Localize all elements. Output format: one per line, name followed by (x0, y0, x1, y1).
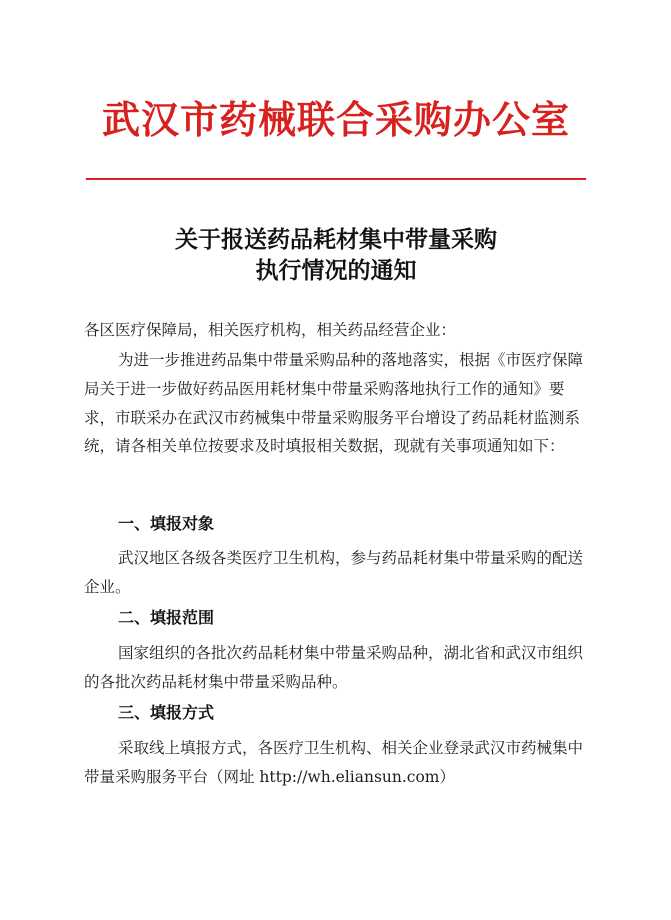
section-heading-2: 二、填报范围 (118, 608, 215, 627)
salutation: 各区医疗保障局，相关医疗机构，相关药品经营企业： (84, 321, 457, 339)
section-heading-1: 一、填报对象 (118, 514, 215, 533)
notice-title-line-2: 执行情况的通知 (255, 257, 417, 284)
letterhead-red-rule (86, 178, 586, 180)
notice-title (96, 224, 576, 286)
section-text-1: 武汉地区各级各类医疗卫生机构，参与药品耗材集中带量采购的配送企业。 (84, 549, 584, 596)
section-text-3: 采取线上填报方式，各医疗卫生机构、相关企业登录武汉市药械集中带量采购服务平台（网址 http://wh.eliansun.com） (84, 739, 584, 786)
section-text-2: 国家组织的各批次药品耗材集中带量采购品种，湖北省和武汉市组织的各批次药品耗材集中带量采购品种。 (84, 644, 584, 691)
intro-paragraph: 为进一步推进药品集中带量采购品种的落地落实，根据《市医疗保障局关于进一步做好药品医用耗材集中带量采购落地执行工作的通知》要求，市联采办在武汉市药械集中带量采购服务平台增设了药品耗材监测系统，请各相关单位按要求及时填报相关数据，现就有关事项通知如下： (84, 351, 584, 456)
org-letterhead-title: 武汉市药械联合采购办公室 (101, 97, 570, 142)
notice-title-line-1: 关于报送药品耗材集中带量采购 (175, 226, 497, 253)
section-heading-3: 三、填报方式 (118, 703, 215, 722)
